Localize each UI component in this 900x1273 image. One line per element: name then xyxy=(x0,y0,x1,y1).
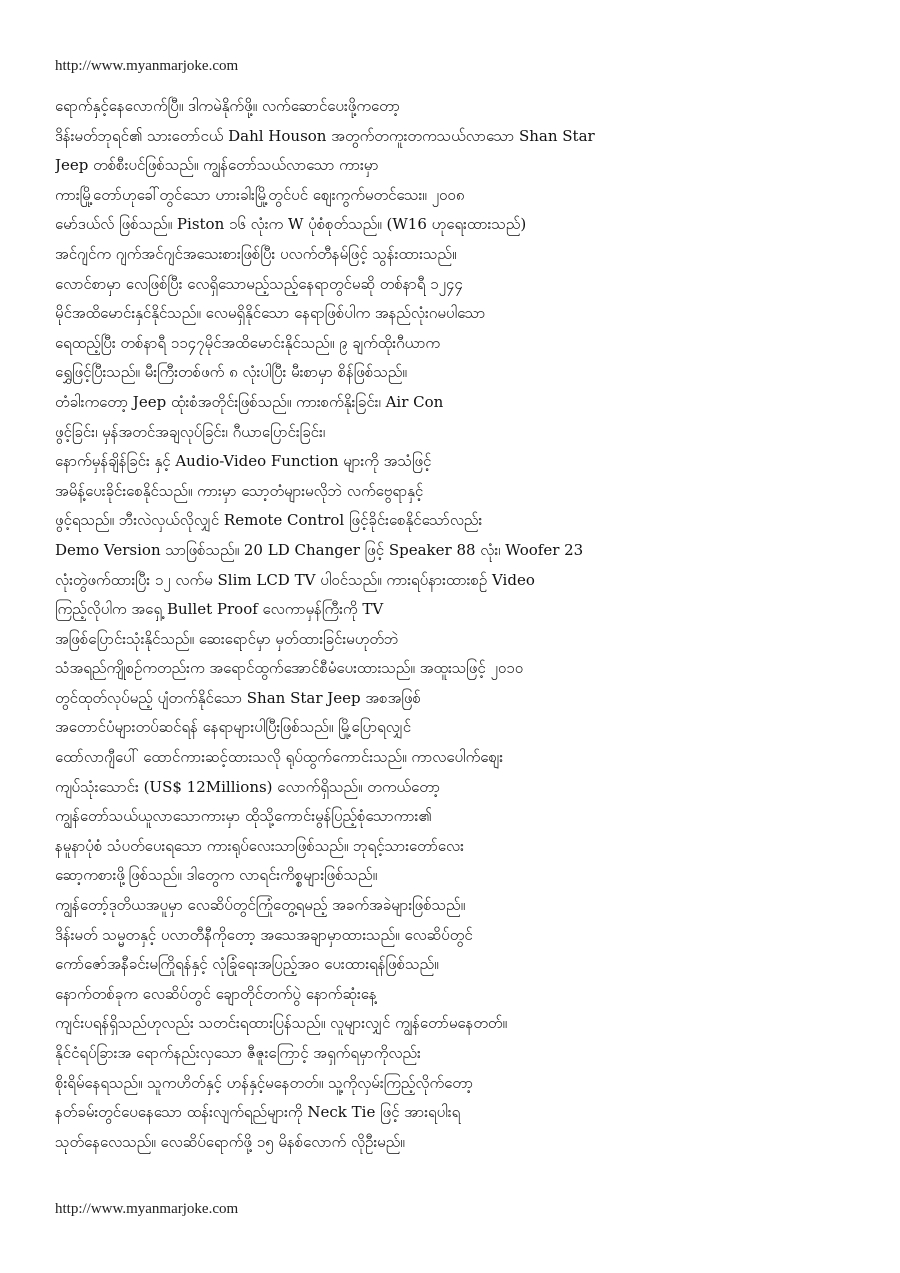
text-line: ကြည့်လိုပါက အရှေ့ Bullet Proof လေကာမှန်ကြီးကို TV xyxy=(55,600,384,619)
text-line: မော်ဒယ်လ် ဖြစ်သည်။ Piston ၁၆ လုံးက W ပုံစံစုတ်သည်။ (W16 ဟုရေးထားသည်) xyxy=(55,215,527,234)
text-line: အမိန့်ပေးခိုင်းစေနိုင်သည်။ ကားမှာ သော့တံများမလိုဘဲ လက်ဗွေရာနှင့် xyxy=(55,481,424,500)
text-line: ဆော့ကစားဖို့ဖြစ်သည်။ ဒါတွေက လာရင်းကိစ္စများဖြစ်သည်။ xyxy=(55,866,378,885)
text-line: နောက်တစ်ခုက လေဆိပ်တွင် ချောတိုင်တက်ပွဲ နောက်ဆုံးနေ့ xyxy=(55,984,377,1003)
text-line: ဖွင့်ရသည်။ ဘီးလဲလှယ်လိုလျှင် Remote Control ဖြင့်ခိုင်းစေနိုင်သော်လည်း xyxy=(55,511,483,530)
text-line: ကျပ်သုံးသောင်း (US$ 12Millions) လောက်ရှိသည်။ တကယ်တော့ xyxy=(55,777,441,796)
text-line: ထော်လာဂျီပေါ် ထောင်ကားဆင့်ထားသလို ရုပ်ထွက်ကောင်းသည်။ ကာလပေါက်စျေး xyxy=(55,748,504,767)
text-line: Demo Version သာဖြစ်သည်။ 20 LD Changer ဖြင့် Speaker 88 လုံး၊ Woofer 23 xyxy=(55,540,584,559)
text-line: ဒိန်းမတ်ဘုရင်၏ သားတော်ငယ် Dahl Houson အတွက်တကူးတကသယ်လာသော Shan Star xyxy=(55,126,595,145)
text-line: နတ်ခမ်းတွင်ပေနေသော ထန်းလျက်ရည်များကို Neck Tie ဖြင့် အားရပါးရ xyxy=(55,1103,461,1122)
text-line: ကော်ဇော်အနီခင်းမကြိုရန်နှင့် လုံခြုံရေးအပြည့်အဝ ပေးထားရန်ဖြစ်သည်။ xyxy=(55,955,439,974)
text-line: အင်ဂျင်က ဂျက်အင်ဂျင်အသေးစားဖြစ်ပြီး ပလက်တီနမ်ဖြင့် သွန်းထားသည်။ xyxy=(55,244,457,263)
text-line: လုံးတွဲဖက်ထားပြီး ၁၂ လက်မ Slim LCD TV ပါဝင်သည်။ ကားရပ်နားထားစဉ် Video xyxy=(55,570,535,589)
text-line: ကျွန်တော်သယ်ယူလာသောကားမှာ ထိုသို့ကောင်းမွန်ပြည့်စုံသောကား၏ xyxy=(55,807,432,826)
header-url: http://www.myanmarjoke.com xyxy=(55,58,239,74)
text-line: လောင်စာမှာ လေဖြစ်ပြီး လေရှိသောမည့်သည့်နေရာတွင်မဆို တစ်နာရီ ၁၂၄၄ xyxy=(55,274,463,293)
text-line: မိုင်အထိမောင်းနှင်နိုင်သည်။ လေမရှိနိုင်သော နေရာဖြစ်ပါက အနည်လုံးဂမပါသော xyxy=(55,304,486,323)
text-line: တံခါးကတော့ Jeep ထုံးစံအတိုင်းဖြစ်သည်။ ကားစက်နိုးခြင်း၊ Air Con xyxy=(55,392,444,411)
text-line: စိုးရိမ်နေရသည်။ သူကဟိတ်နှင့် ဟန်နှင့်မနေတတ်။ သူ့ကိုလှမ်းကြည့်လိုက်တော့ xyxy=(55,1073,474,1092)
text-line: ရောက်နှင့်နေလောက်ပြီ။ ဒါကမဲနိုက်ဖို့။ လက်ဆောင်ပေးဖို့ကတော့ xyxy=(55,97,400,115)
text-line: နောက်မှန်ချိန်ခြင်း နှင့် Audio-Video Function များကို အသံဖြင့် xyxy=(55,452,432,471)
text-line: Jeep တစ်စီးပင်ဖြစ်သည်။ ကျွန်တော်သယ်လာသော ကားမှာ xyxy=(55,156,379,175)
footer-url: http://www.myanmarjoke.com xyxy=(55,1201,239,1217)
text-line: နိုင်ငံရပ်ခြားအ ရောက်နည်းလှသော ဇီဇူးကြောင့် အရှက်ရမှာကိုလည်း xyxy=(55,1044,421,1062)
text-line: သုတ်နေလေသည်။ လေဆိပ်ရောက်ဖို့ ၁၅ မိနစ်လောက် လိုဦးမည်။ xyxy=(55,1132,405,1151)
text-line: ရေထည့်ပြီး တစ်နာရီ ၁၁၄၇မိုင်အထိမောင်းနိုင်သည်။ ၉ ချက်ထိုးဂီယာက xyxy=(55,333,441,352)
text-line: အဖြစ်ပြောင်းသုံးနိုင်သည်။ ဆေးရောင်မှာ မှတ်ထားခြင်းမဟုတ်ဘဲ xyxy=(55,629,399,648)
text-line: အတောင်ပံများတပ်ဆင်ရန် နေရာများပါပြီးဖြစ်သည်။ မြို့ပြောရလျှင် xyxy=(55,718,412,737)
text-line: ကားမြို့တော်ဟုခေါ်တွင်သော ဟားခါးမြို့တွင်ပင် စျေးကွက်မတင်သေး။ ၂၀၀၈ xyxy=(55,185,465,204)
text-line: နမူနာပုံစံ သံပတ်ပေးရသော ကားရုပ်လေးသာဖြစ်သည်။ ဘုရင့်သားတော်လေး xyxy=(55,836,464,855)
text-line: ဖွင့်ခြင်း၊ မှန်အတင်အချလုပ်ခြင်း၊ ဂီယာပြောင်းခြင်း၊ xyxy=(55,422,326,441)
text-line: ရွှေဖြင့်ပြီးသည်။ မီးကြီးတစ်ဖက် ၈ လုံးပါပြီး မီးစာမှာ စိန်ဖြစ်သည်။ xyxy=(55,363,407,382)
text-line: ဒိန်းမတ် သမ္မတနှင့် ပလာတီနီကိုတော့ အသေအချာမှာထားသည်။ လေဆိပ်တွင် xyxy=(55,925,473,944)
text-line: ကျွန်တော့်ဒုတိယအပူမှာ လေဆိပ်တွင်ကြုံတွေ့ရမည့် အခက်အခဲများဖြစ်သည်။ xyxy=(55,896,466,915)
text-line: သံအရည်ကျိုစဉ်ကတည်းက အရောင်ထွက်အောင်စီမံပေးထားသည်။ အထူးသဖြင့် ၂၀၁၀ xyxy=(55,659,524,678)
body-text xyxy=(55,92,875,1157)
text-line: တွင်ထုတ်လုပ်မည့် ပျံတက်နိုင်သော Shan Star Jeep အစအဖြစ် xyxy=(55,688,421,707)
text-line: ကျင်းပရန်ရှိသည်ဟုလည်း သတင်းရထားပြန်သည်။ လူများလျှင် ကျွန်တော်မနေတတ်။ xyxy=(55,1014,508,1033)
